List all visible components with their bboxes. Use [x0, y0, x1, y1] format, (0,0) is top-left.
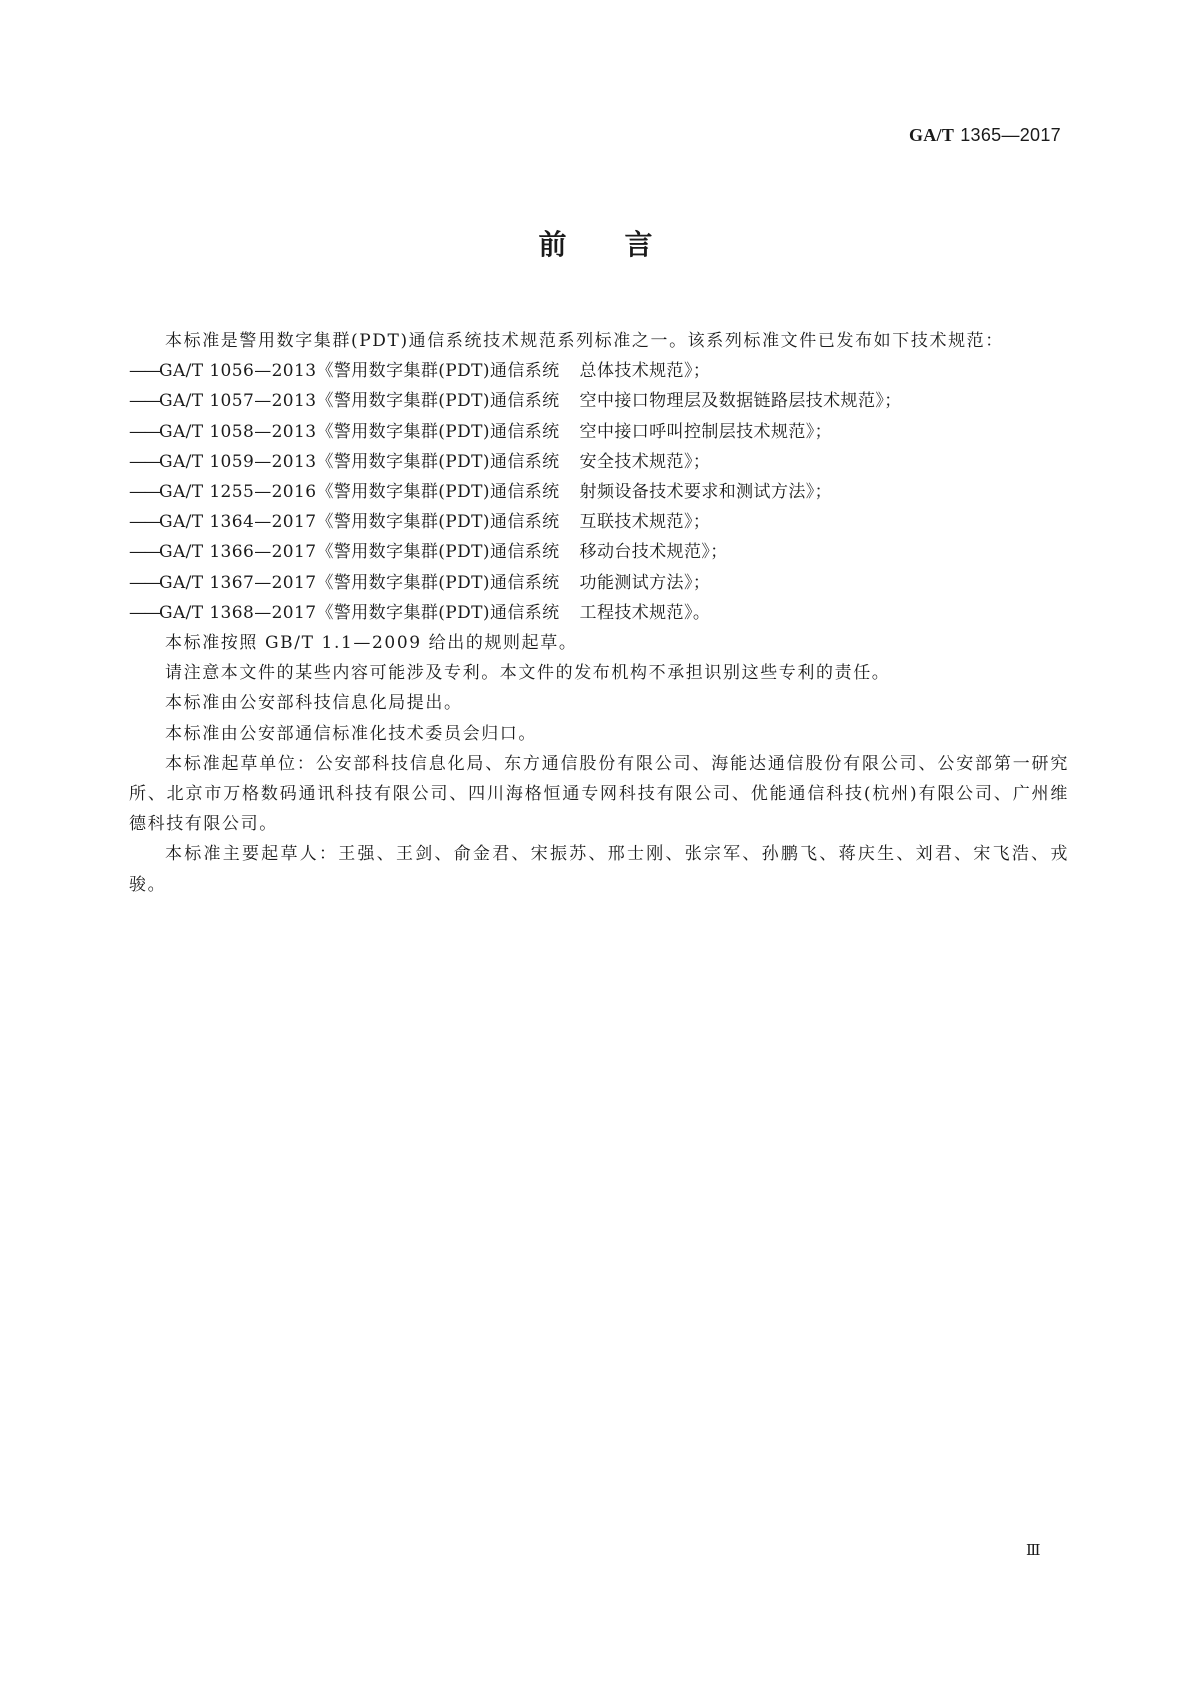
managed-by-paragraph: 本标准由公安部通信标准化技术委员会归口。 — [165, 723, 537, 744]
list-item: ——GA/T 1367—2017《警用数字集群(PDT)通信系统 功能测试方法》； — [129, 572, 711, 593]
standard-code: GA/T 1059—2013 — [159, 451, 317, 472]
standard-code — [909, 124, 1061, 147]
standard-code: GA/T 1364—2017 — [159, 512, 317, 533]
list-item: ——GA/T 1058—2013《警用数字集群(PDT)通信系统 空中接口呼叫控制层技术规范》； — [129, 421, 833, 442]
drafters-paragraph: 本标准主要起草人：王强、王剑、俞金君、宋振苏、邢士刚、张宗军、孙鹏飞、蒋庆生、刘君、宋飞浩、戎骏。 — [129, 844, 1069, 895]
drafting-rules-paragraph: 本标准按照 GB/T 1.1—2009 给出的规则起草。 — [165, 633, 578, 654]
list-item: ——GA/T 1056—2013《警用数字集群(PDT)通信系统 总体技术规范》； — [129, 361, 711, 382]
standard-code: GA/T 1367—2017 — [159, 572, 317, 593]
standards-list — [129, 356, 1069, 628]
foreword-body — [129, 326, 1069, 900]
standard-code: GA/T 1366—2017 — [159, 542, 317, 563]
page-number: Ⅲ — [1026, 1543, 1041, 1559]
list-item: ——GA/T 1366—2017《警用数字集群(PDT)通信系统 移动台技术规范》； — [129, 542, 728, 563]
standard-number: 1365—2017 — [960, 125, 1061, 145]
standard-code: GA/T 1255—2016 — [159, 482, 317, 503]
standard-code: GA/T 1368—2017 — [159, 602, 317, 623]
proposed-by-paragraph: 本标准由公安部科技信息化局提出。 — [165, 693, 463, 714]
standard-code: GA/T 1058—2013 — [159, 421, 317, 442]
list-item: ——GA/T 1255—2016《警用数字集群(PDT)通信系统 射频设备技术要求和测试方法》； — [129, 482, 833, 503]
intro-paragraph: 本标准是警用数字集群(PDT)通信系统技术规范系列标准之一。该系列标准文件已发布如下技术规范： — [165, 331, 1004, 351]
standard-code: GA/T 1056—2013 — [159, 361, 317, 382]
standard-prefix: GA/T — [908, 125, 955, 145]
page-title: 前言 — [538, 228, 711, 261]
list-item: ——GA/T 1057—2013《警用数字集群(PDT)通信系统 空中接口物理层及数据链路层技术规范》； — [129, 391, 902, 412]
drafting-units-paragraph: 本标准起草单位：公安部科技信息化局、东方通信股份有限公司、海能达通信股份有限公司、公安部第一研究所、北京市万格数码通讯科技有限公司、四川海格恒通专网科技有限公司、优能通信科技(杭州)有限公司、广州维德科技有限公司。 — [129, 753, 1069, 835]
list-item: ——GA/T 1364—2017《警用数字集群(PDT)通信系统 互联技术规范》； — [129, 512, 711, 533]
list-item: ——GA/T 1368—2017《警用数字集群(PDT)通信系统 工程技术规范》。 — [129, 602, 711, 623]
patent-notice-paragraph: 请注意本文件的某些内容可能涉及专利。本文件的发布机构不承担识别这些专利的责任。 — [165, 663, 891, 684]
list-item: ——GA/T 1059—2013《警用数字集群(PDT)通信系统 安全技术规范》； — [129, 451, 711, 472]
standard-code: GA/T 1057—2013 — [159, 391, 317, 412]
